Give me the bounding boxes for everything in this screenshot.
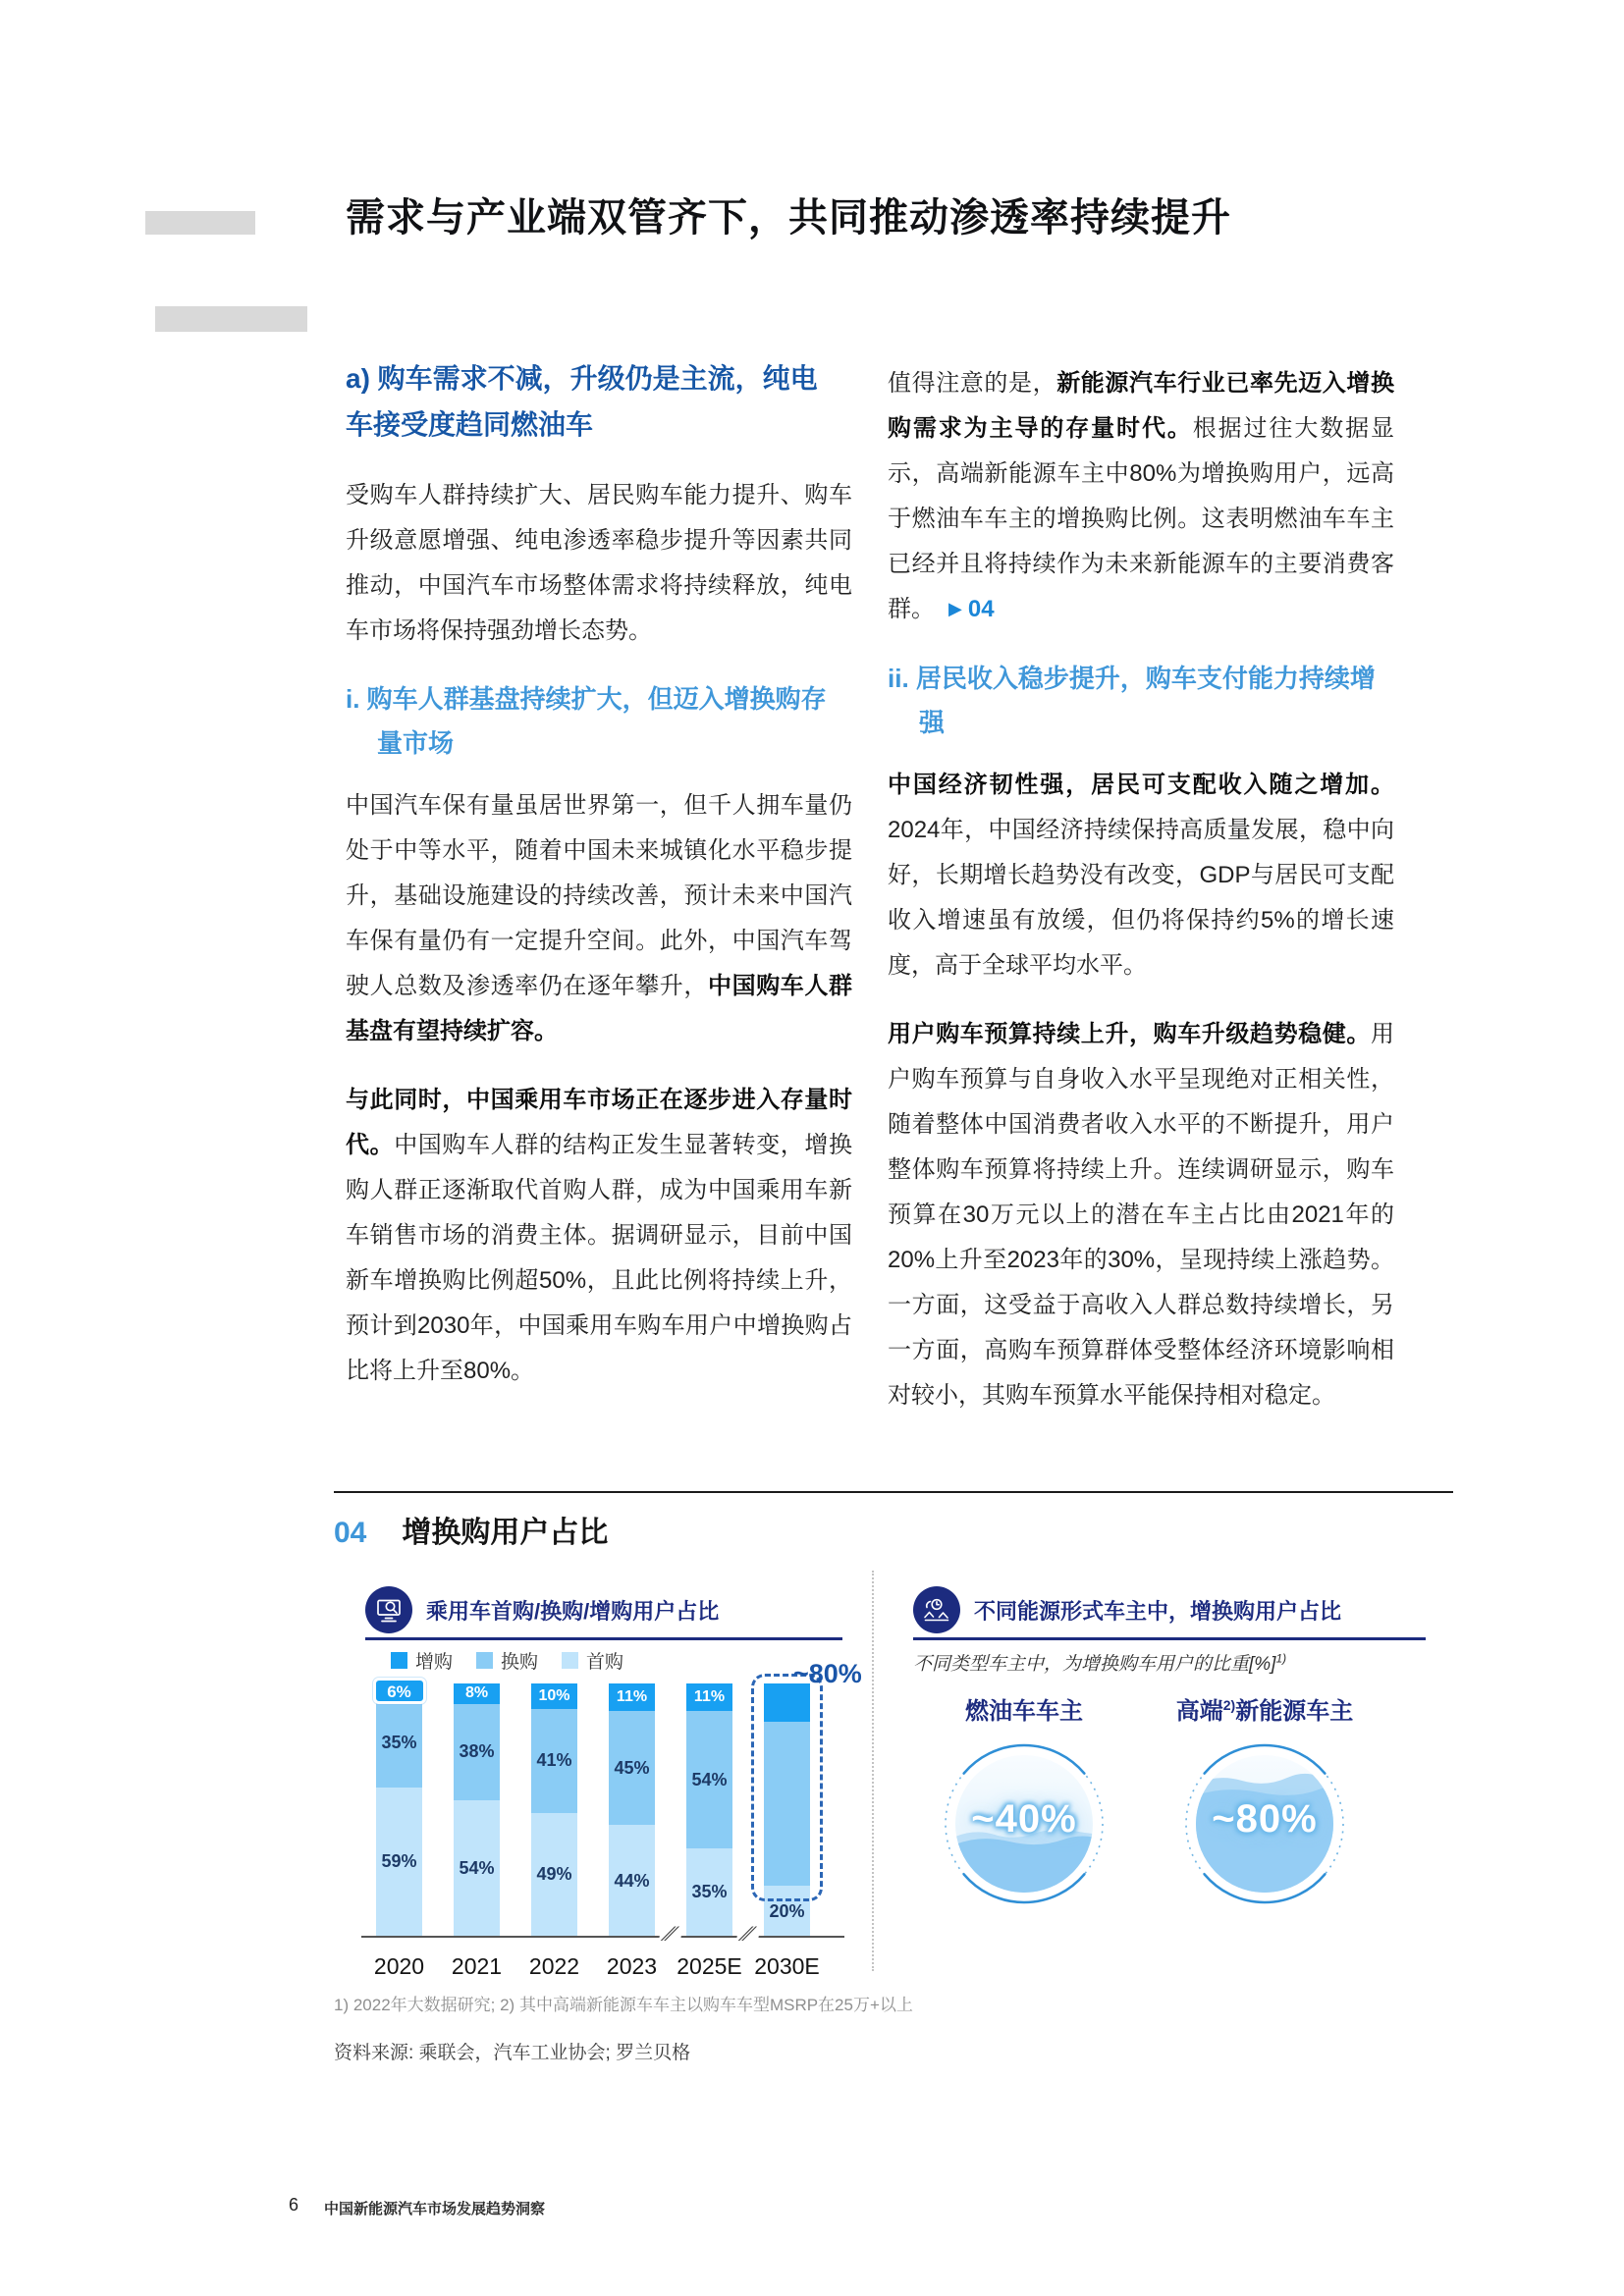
text-run-bold: 新能源汽车行业已率先迈入增换购需求为主导的存量时代。 (888, 370, 1395, 442)
segment-label: 54% (459, 1857, 495, 1878)
bubble-label-fuel (965, 1690, 1083, 1727)
segment-首购-2022 (531, 1813, 577, 1937)
text-run: 值得注意的是， (888, 370, 1057, 397)
segment-首购-2021 (454, 1800, 500, 1937)
decor-bar-top (145, 211, 255, 235)
segment-增购-2022 (531, 1683, 577, 1709)
panel-separator (872, 1571, 874, 1971)
bar-2030E (754, 1659, 862, 1979)
segment-label: 10% (538, 1686, 570, 1704)
paragraph-car-parc (346, 783, 852, 1054)
text-run: 用户购车预算与自身收入水平呈现绝对正相关性，随着整体中国消费者收入水平的不断提升，用户整体购车预算将持续上升。连续调研显示，购车预算在30万元以上的潜在车主占比由2021年的20%上升至2023年的30%，呈现持续上涨趋势。一方面，这受益于高收入人群总数持续增长，另一方面，高购车预算群体受整体经济环境影响相对较小，其购车预算水平能保持相对稳定。 (888, 1021, 1394, 1409)
figure-number: 04 (334, 1517, 367, 1549)
text-run-bold: 中国经济韧性强，居民可支配收入随之增加。 (888, 772, 1394, 798)
legend-label: 增购 (415, 1652, 454, 1673)
page-number: 6 (289, 2195, 299, 2215)
subheading-ii: ii. 居民收入稳步提升，购车支付能力持续增强 (888, 664, 1376, 737)
segment-换购-2021 (454, 1704, 500, 1800)
bubble-group-fuel (913, 1690, 1135, 1907)
legend-label: 首购 (586, 1652, 624, 1673)
label-text: 新能源车主 (1235, 1698, 1354, 1725)
gauge-value-fuel: ~40% (971, 1797, 1077, 1841)
segment-首购-2025E (686, 1848, 732, 1937)
x-tick-2025E: 2025E (677, 1953, 742, 1979)
paragraph-stock-market (346, 1078, 852, 1394)
segment-label: 11% (616, 1688, 648, 1706)
legend-swatch (476, 1652, 493, 1669)
subtitle-text: 不同类型车主中，为增换购车用户的比重[%] (913, 1654, 1276, 1675)
legend-item-换购 (476, 1647, 538, 1674)
text-run: 中国汽车保有量虽居世界第一，但千人拥车量仍处于中等水平，随着中国未来城镇化水平稳步提升，基础设施建设的持续改善，预计未来中国汽车保有量仍有一定提升空间。此外，中国汽车驾驶人总数及渗透率仍在逐年攀升， (346, 792, 852, 999)
legend-item-增购 (391, 1647, 453, 1674)
text-run-bold: 中国购车人群基盘有望持续扩容。 (346, 973, 852, 1044)
bar-panel-underline (365, 1637, 842, 1640)
footer-doc-title: 中国新能源汽车市场发展趋势洞察 (324, 2201, 546, 2217)
bar-2020 (373, 1682, 425, 1979)
axis-break-after-2025E: ∕∕ (734, 1920, 761, 1949)
legend-item-首购 (562, 1647, 623, 1674)
segment-首购-2023 (609, 1825, 655, 1937)
segment-增购-2025E (686, 1683, 732, 1711)
bar-2025E (677, 1683, 742, 1979)
figure-divider-line (334, 1491, 1453, 1493)
segment-label: 35% (691, 1882, 728, 1902)
paragraph-nev-stock (888, 361, 1394, 633)
figure-header (334, 1508, 608, 1551)
subheading-i: i. 购车人群基盘持续扩大，但迈入增换购存量市场 (346, 684, 827, 758)
text-run: 受购车人群持续扩大、居民购车能力提升、购车升级意愿增强、纯电渗透率稳步提升等因素共同推动，中国汽车市场整体需求将持续释放，纯电车市场将保持强劲增长态势。 (346, 482, 852, 644)
segment-换购-2022 (531, 1709, 577, 1813)
segment-label: 49% (536, 1864, 572, 1885)
bubble-label-nev (1176, 1690, 1353, 1727)
monitor-search-icon (365, 1586, 412, 1633)
segment-label: 54% (691, 1769, 728, 1789)
bubble-panel-underline (913, 1637, 1426, 1640)
segment-首购-2020 (376, 1788, 422, 1937)
text-run-bold: 用户购车预算持续上升，购车升级趋势稳健。 (888, 1021, 1371, 1047)
section-heading-a: a) 购车需求不减，升级仍是主流，纯电车接受度趋同燃油车 (346, 363, 818, 440)
legend (391, 1647, 623, 1674)
bubble-row (913, 1690, 1404, 1907)
bar-2022 (528, 1683, 580, 1979)
segment-label: 59% (381, 1851, 417, 1872)
segment-换购-2020 (376, 1698, 422, 1787)
segment-label: 6% (373, 1678, 426, 1704)
right-column (888, 355, 1394, 1442)
x-tick-2030E: 2030E (754, 1953, 820, 1979)
figure-footnote: 1) 2022年大数据研究; 2) 其中高端新能源车车主以购车车型MSRP在25万+以上 (334, 1996, 913, 2014)
label-text: 燃油车车主 (965, 1698, 1083, 1725)
x-tick-2020: 2020 (373, 1953, 425, 1979)
highlight-dashed-box (751, 1659, 862, 1901)
decor-bar-bottom (155, 306, 307, 332)
bar-2021 (451, 1683, 503, 1979)
figure-source: 资料来源: 乘联会，汽车工业协会; 罗兰贝格 (334, 2043, 691, 2063)
bar-panel-title: 乘用车首购/换购/增购用户占比 (426, 1598, 720, 1624)
bar-panel-header (365, 1586, 842, 1633)
legend-swatch (562, 1652, 578, 1669)
figure-reference (948, 596, 995, 622)
water-gauge-nev (1181, 1740, 1348, 1907)
segment-label: 44% (614, 1870, 650, 1891)
segment-label: 41% (536, 1750, 572, 1771)
segment-增购-2020 (376, 1682, 422, 1702)
bubble-panel-header (913, 1586, 1426, 1633)
segment-增购-2023 (609, 1683, 655, 1711)
label-text: 高端 (1175, 1698, 1223, 1725)
annotation-label: ~80% (793, 1659, 862, 1689)
bubble-group-nev (1154, 1690, 1376, 1907)
x-tick-2021: 2021 (451, 1953, 503, 1979)
legend-swatch (391, 1652, 407, 1669)
paragraph-budget (888, 1012, 1394, 1418)
segment-label: 11% (693, 1688, 726, 1706)
figure-reference-number: 04 (967, 596, 995, 622)
gauge-value-nev: ~80% (1212, 1797, 1318, 1841)
label-sup: 2) (1222, 1697, 1236, 1713)
bubble-panel-title: 不同能源形式车主中，增换购用户占比 (974, 1598, 1342, 1624)
segment-label: 20% (769, 1900, 805, 1921)
segment-换购-2023 (609, 1711, 655, 1825)
text-run: 2024年，中国经济持续保持高质量发展，稳中向好，长期增长趋势没有改变，GDP与居民可支配收入增速虽有放缓，但仍将保持约5%的增长速度，高于全球平均水平。 (888, 817, 1394, 979)
x-tick-2022: 2022 (528, 1953, 580, 1979)
segment-换购-2025E (686, 1711, 732, 1847)
left-column (346, 355, 852, 1442)
paragraph-income (888, 763, 1394, 988)
bar-2023 (606, 1683, 658, 1979)
page-title: 需求与产业端双管齐下，共同推动渗透率持续提升 (346, 196, 1231, 240)
segment-label: 35% (381, 1733, 417, 1753)
segment-label: 45% (614, 1757, 650, 1778)
subtitle-footnote-mark: 1) (1275, 1651, 1287, 1666)
bubble-panel-subtitle (913, 1649, 1286, 1676)
axis-break-after-2023: ∕∕ (657, 1920, 683, 1949)
arrow-right-icon: ▶ (948, 599, 962, 618)
figure-title: 增换购用户占比 (402, 1517, 609, 1549)
segment-label: 38% (459, 1741, 495, 1762)
paragraph-intro (346, 473, 852, 654)
body-columns (346, 355, 1394, 1442)
text-run-bold: 与此同时，中国乘用车市场正在逐步进入存量时代。 (346, 1087, 852, 1158)
landscape-clock-icon (913, 1586, 960, 1633)
water-gauge-fuel (941, 1740, 1108, 1907)
text-run: 根据过往大数据显示，高端新能源车主中80%为增换购用户，远高于燃油车车主的增换购比例。这表明燃油车车主已经并且将持续作为未来新能源车的主要消费客群。 (888, 415, 1395, 622)
x-axis (361, 1936, 844, 1938)
segment-增购-2021 (454, 1683, 500, 1704)
x-tick-2023: 2023 (606, 1953, 658, 1979)
segment-label: 8% (464, 1684, 489, 1702)
text-run: 中国购车人群的结构正发生显著转变，增换购人群正逐渐取代首购人群，成为中国乘用车新车销售市场的消费主体。据调研显示，目前中国新车增换购比例超50%，且此比例将持续上升，预计到2030年，中国乘用车购车用户中增换购占比将上升至80%。 (346, 1132, 853, 1384)
legend-label: 换购 (501, 1652, 539, 1673)
